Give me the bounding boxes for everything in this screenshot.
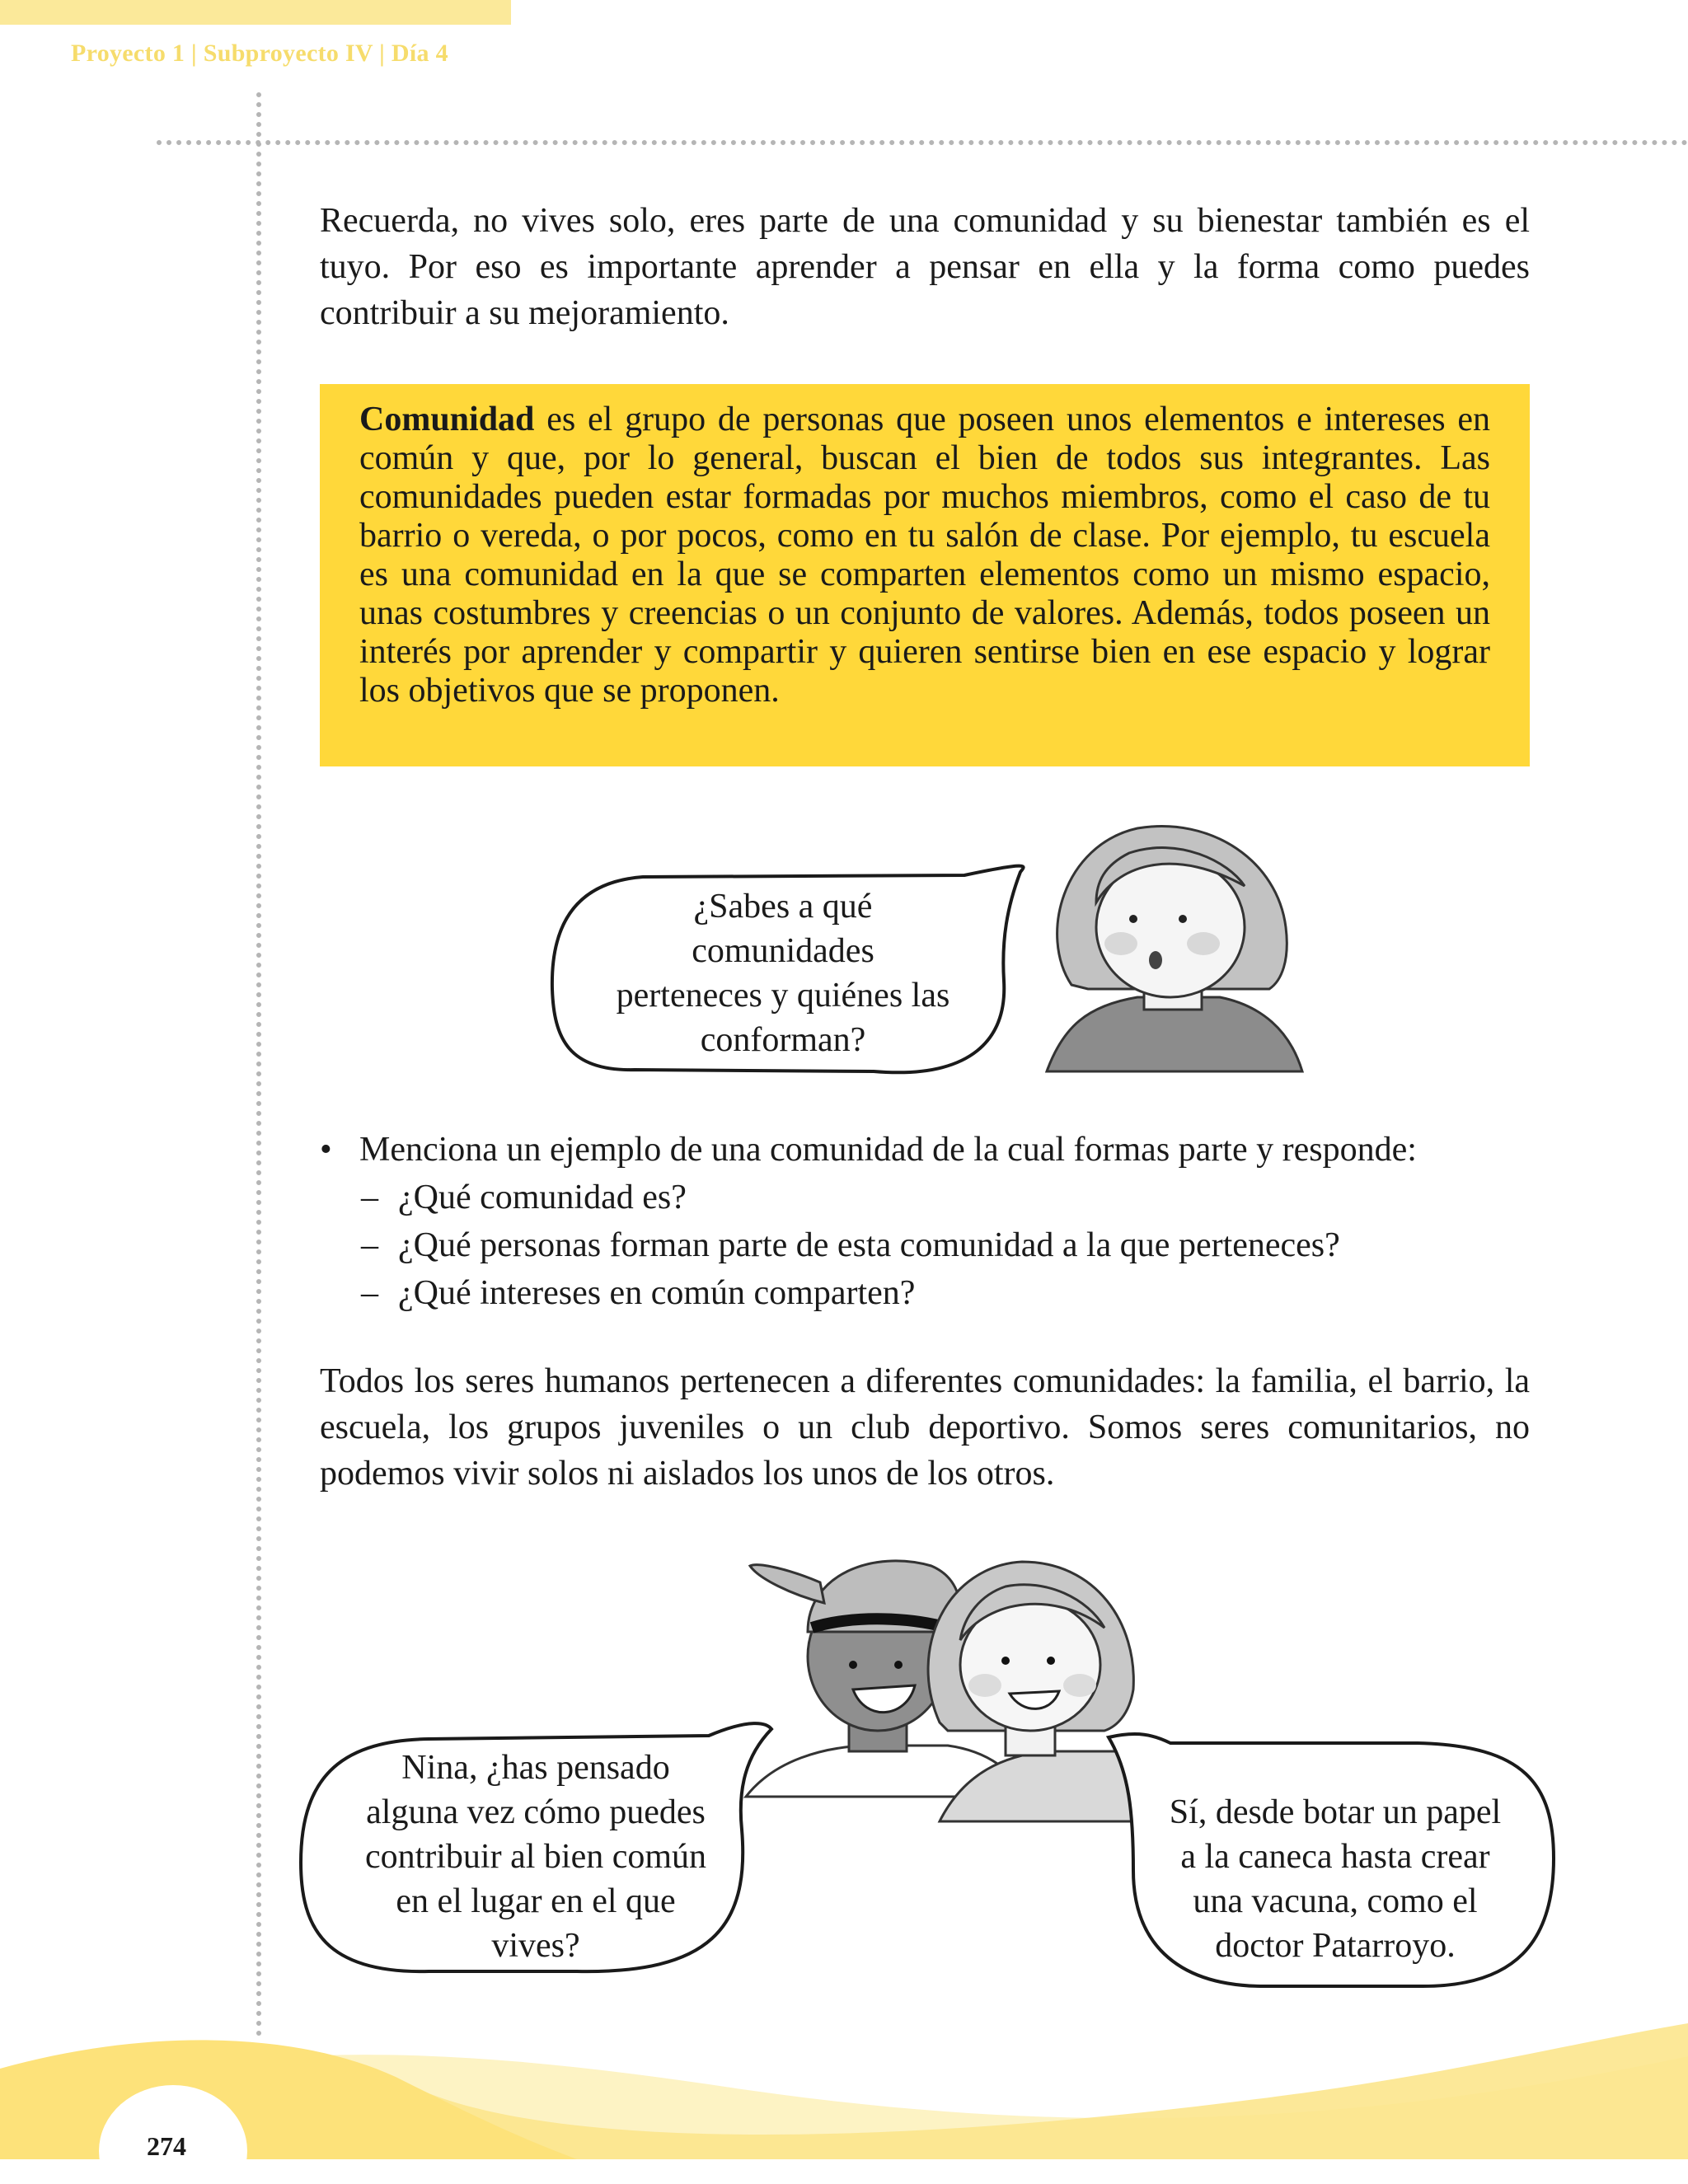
definition-body: es el grupo de personas que poseen unos elementos e intereses en común y que, por lo general, buscan el bien de todos sus integrantes. Las comunidades pueden estar formadas por muchos miembros, como el caso de tu barrio o vereda, o por pocos, como en tu salón de clase. Por ejemplo, tu escuela es una comunidad en la que se comparten elementos como un mismo espacio, unas costumbres y creencias o un conjunto de valores. Además, todos poseen un interés por aprender y compartir y quieren sentirse bien en ese espacio y lograr los objetivos que se proponen. bbox=[359, 401, 1490, 710]
task-sub-text: ¿Qué intereses en común comparten? bbox=[398, 1274, 916, 1312]
page-number-circle bbox=[91, 2069, 256, 2184]
bubble-line: a la caneca hasta crear bbox=[1180, 1838, 1490, 1876]
page-number: 274 bbox=[147, 2131, 186, 2161]
bubble-line: doctor Patarroyo. bbox=[1215, 1927, 1456, 1965]
bubble-line: alguna vez cómo puedes bbox=[366, 1793, 706, 1831]
girl-bubble-text bbox=[1137, 1790, 1533, 1968]
task-main-text: Menciona un ejemplo de una comunidad de la cual formas parte y responde: bbox=[359, 1131, 1417, 1169]
dash-marker: – bbox=[361, 1179, 378, 1216]
bubble-line: ¿Sabes a qué bbox=[693, 888, 873, 926]
bubble-line: perteneces y quiénes las bbox=[616, 977, 950, 1015]
bullet-marker: • bbox=[320, 1131, 332, 1169]
breadcrumb: Proyecto 1 | Subproyecto IV | Día 4 bbox=[71, 40, 448, 67]
bubble-line: en el lugar en el que bbox=[396, 1882, 676, 1920]
task-sub-text: ¿Qué personas forman parte de esta comunidad a la que perteneces? bbox=[398, 1226, 1340, 1264]
closing-paragraph: Todos los seres humanos pertenecen a diferentes comunidades: la familia, el barrio, la escuela, los grupos juveniles o un club deportivo. Somos seres comunitarios, no podemos vivir solos ni aislados los unos de los otros. bbox=[320, 1362, 1530, 1493]
bubble-line: una vacuna, como el bbox=[1193, 1882, 1478, 1920]
dash-marker: – bbox=[361, 1226, 378, 1264]
dash-marker: – bbox=[361, 1274, 378, 1312]
bubble-line: contribuir al bien común bbox=[364, 1838, 707, 1876]
bubble-line: Sí, desde botar un papel bbox=[1169, 1793, 1502, 1831]
task-sub-text: ¿Qué comunidad es? bbox=[398, 1179, 687, 1216]
bubble-line: conforman? bbox=[700, 1021, 866, 1059]
definition-term: Comunidad bbox=[359, 401, 535, 438]
intro-paragraph: Recuerda, no vives solo, eres parte de una comunidad y su bienestar también es el tuyo. Por eso es importante aprender a pensar en ella y la forma como puedes contribuir a su mejoramiento. bbox=[320, 202, 1530, 332]
bubble-line: vives? bbox=[491, 1927, 580, 1965]
bubble-line: comunidades bbox=[692, 932, 874, 970]
bubble-line: Nina, ¿has pensado bbox=[401, 1749, 670, 1787]
